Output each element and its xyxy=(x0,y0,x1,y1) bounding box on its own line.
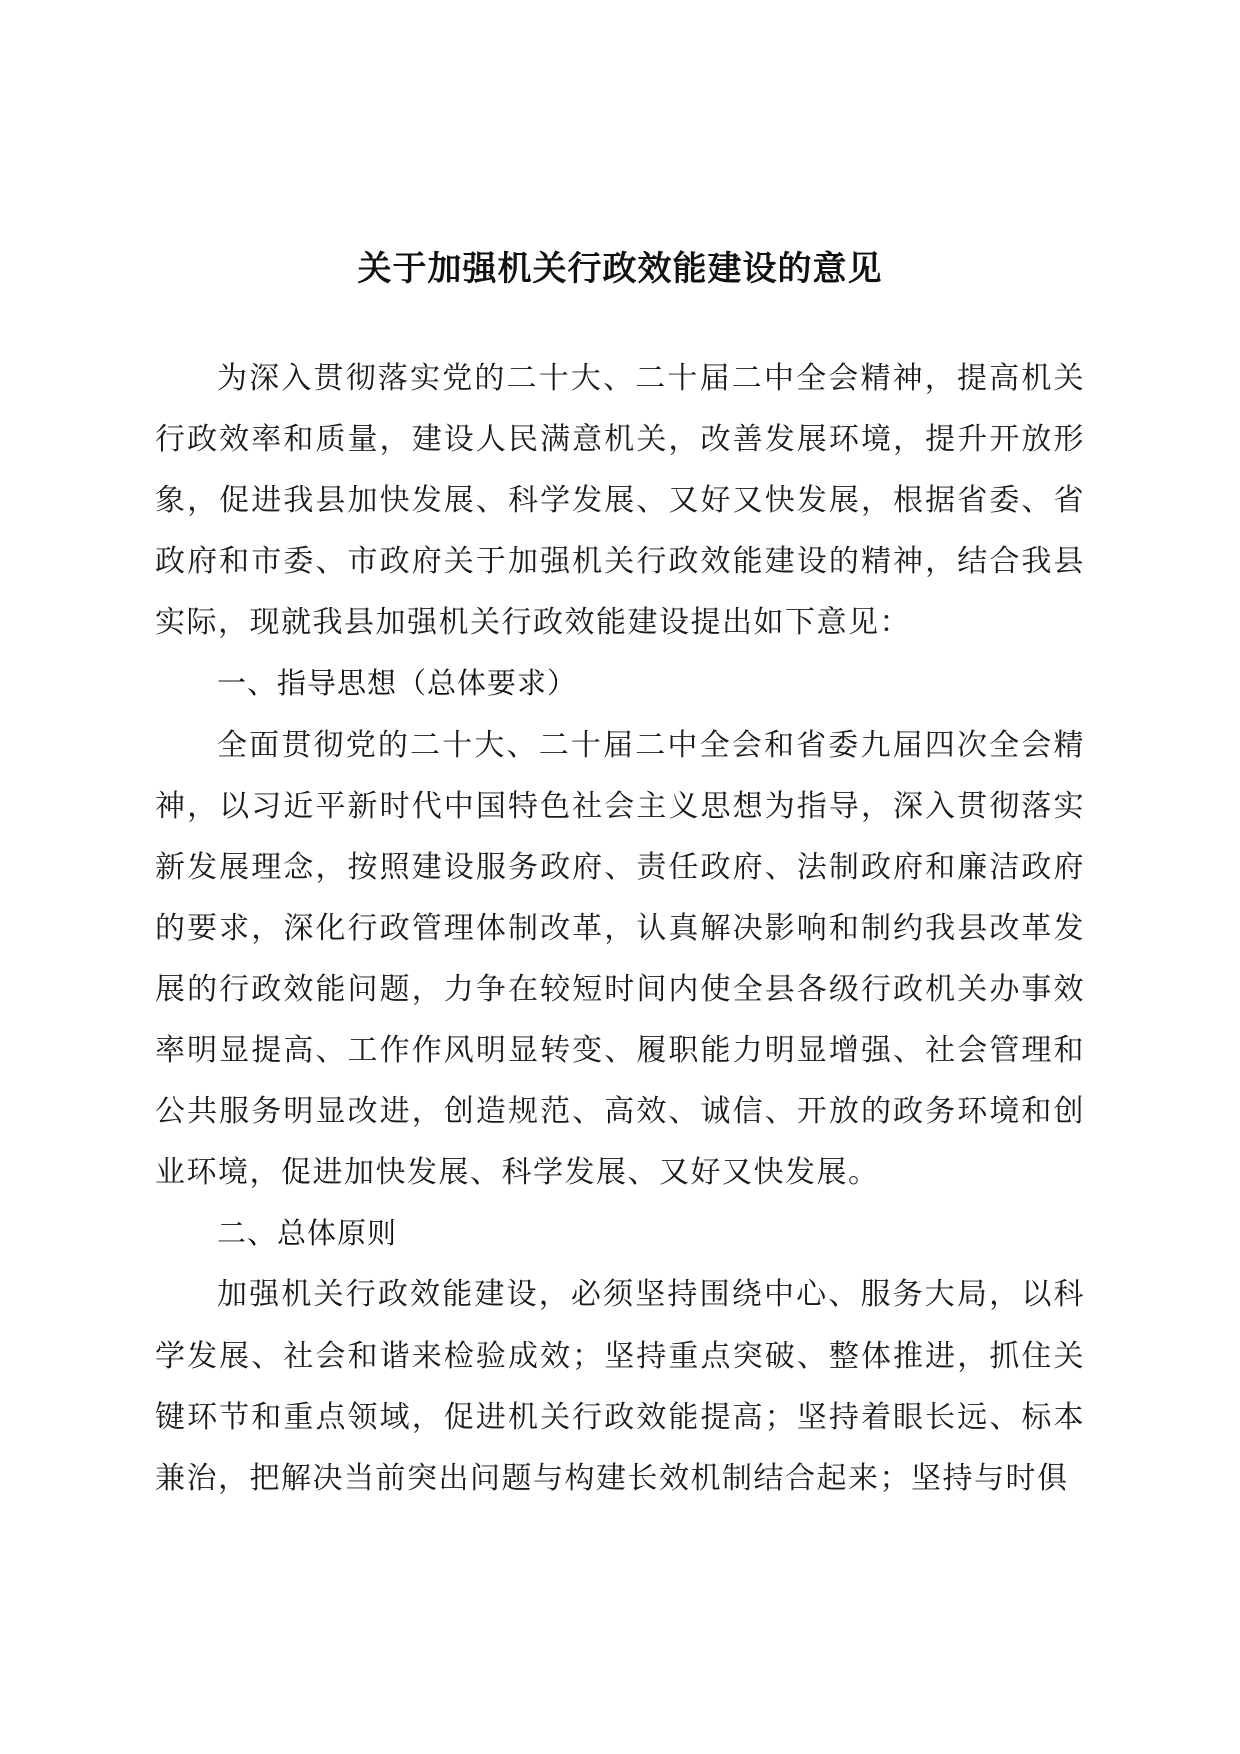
guiding-ideology-paragraph: 全面贯彻党的二十大、二十届二中全会和省委九届四次全会精神，以习近平新时代中国特色社会主义思想为指导，深入贯彻落实新发展理念，按照建设服务政府、责任政府、法制政府和廉洁政府的要求，深化行政管理体制改革，认真解决影响和制约我县改革发展的行政效能问题，力争在较短时间内使全县各级行政机关办事效率明显提高、工作作风明显转变、履职能力明显增强、社会管理和公共服务明显改进，创造规范、高效、诚信、开放的政务环境和创业环境，促进加快发展、科学发展、又好又快发展。 xyxy=(155,727,1085,1191)
section-heading-guiding-ideology: 一、指导思想（总体要求） xyxy=(217,666,578,701)
document-title: 关于加强机关行政效能建设的意见 xyxy=(357,249,883,289)
section-heading-general-principles: 二、总体原则 xyxy=(217,1216,398,1251)
intro-paragraph: 为深入贯彻落实党的二十大、二十届二中全会精神，提高机关行政效率和质量，建设人民满意机关，改善发展环境，提升开放形象，促进我县加快发展、科学发展、又好又快发展，根据省委、省政府和市委、市政府关于加强机关行政效能建设的精神，结合我县实际，现就我县加强机关行政效能建设提出如下意见： xyxy=(155,361,1085,641)
general-principles-paragraph: 加强机关行政效能建设，必须坚持围绕中心、服务大局，以科学发展、社会和谐来检验成效；坚持重点突破、整体推进，抓住关键环节和重点领域，促进机关行政效能提高；坚持着眼长远、标本兼治，把解决当前突出问题与构建长效机制结合起来；坚持与时俱 xyxy=(155,1277,1085,1496)
document-body xyxy=(155,348,1085,1509)
